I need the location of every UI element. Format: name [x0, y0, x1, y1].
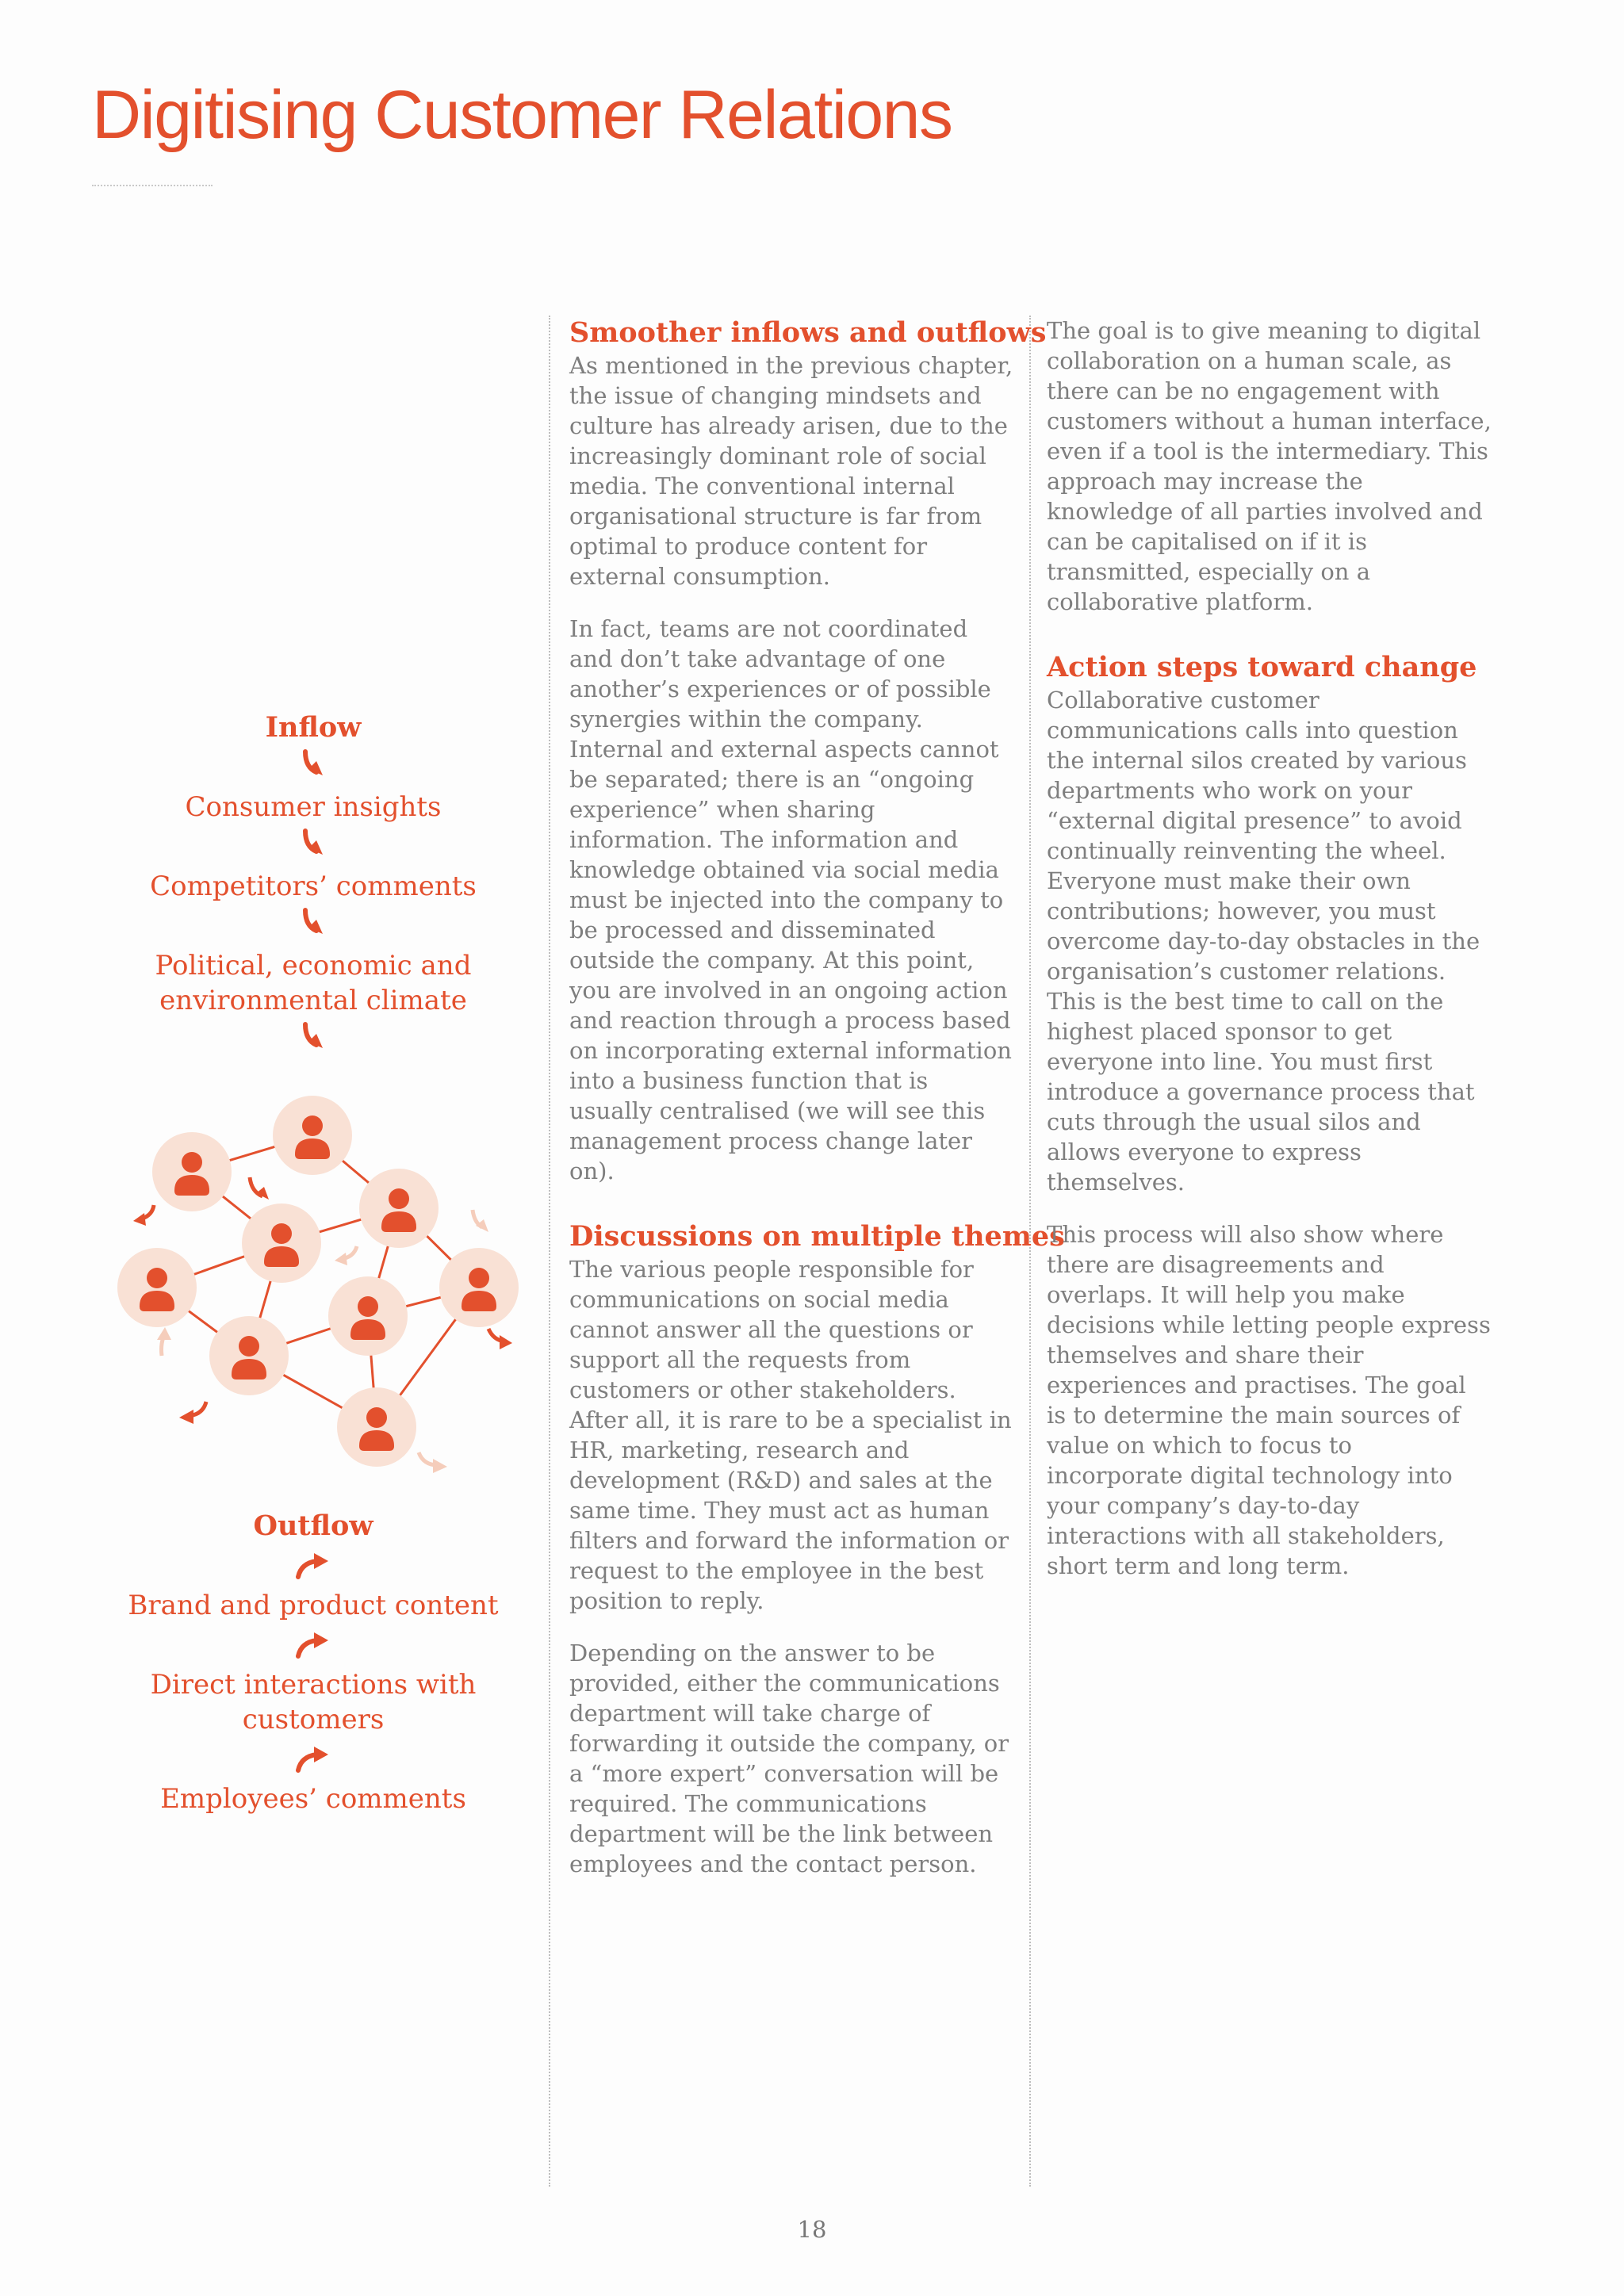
body-paragraph: In fact, teams are not coordinated and don’t take advantage of one another’s experiences or of possible synergies within the company. Internal and external aspects cannot be separated; there is an “ongoing experience” when sharing information. The information and knowledge obtained via social media must be injected into the company to be processed and disseminated outside the company. At this point, you are involved in an ongoing action and reaction through a process based on incorporating external information into a business function that is usually centralised (we will see this management process change later on). [569, 615, 1012, 1184]
curved-arrow-icon [488, 1329, 512, 1349]
curved-right-arrow-icon [87, 1544, 539, 1588]
outflow-heading: Outflow [253, 1510, 373, 1542]
title-underline [92, 185, 213, 186]
outflow-item: Employees’ comments [160, 1783, 466, 1815]
body-paragraph: Collaborative customer communications calls into question the internal silos created by various departments who work on your “external digital presence” to avoid continually reinventing the wheel. Everyone must make their own contributions; however, you must overcome day-to-day obstacles in the organisation’s customer relations. This is the best time to call on the highest placed sponsor to get everyone into line. You must first introduce a governance process that cuts through the usual silos and allows everyone to express themselves. [1047, 687, 1480, 1196]
section-heading: Discussions on multiple themes [569, 1220, 1065, 1253]
curved-arrow-icon [419, 1452, 447, 1473]
person-node [117, 1248, 197, 1327]
outflow-item: Direct interactions with customers [150, 1669, 477, 1735]
person-node [359, 1169, 439, 1248]
section-heading: Smoother inflows and outflows [569, 316, 1047, 349]
body-paragraph: The various people responsible for communications on social media cannot answer all the questions or support all the requests from customers or other stakeholders. After all, it is rare to be a specialist in HR, marketing, research and development (R&D) and sales at the same time. They must act as human filters and forward the information or request to the employee in the best position to reply. [569, 1256, 1012, 1614]
body-paragraph: This process will also show where there are disagreements and overlaps. It will help you make decisions while letting people express themselves and share their experiences and practises. The goal is to determine the main sources of value on which to focus to incorporate digital technology into your company’s day-to-day interactions with all stakeholders, short term and long term. [1047, 1221, 1491, 1579]
column-divider [549, 316, 550, 2187]
down-arrow-icon [87, 904, 539, 948]
curved-arrow-icon [157, 1327, 171, 1356]
person-node [337, 1387, 416, 1467]
person-node [439, 1248, 519, 1327]
curved-arrow-icon [133, 1205, 154, 1226]
inflow-item: Political, economic and [155, 950, 472, 982]
person-node [152, 1132, 232, 1211]
curved-right-arrow-icon [87, 1737, 539, 1781]
body-paragraph: As mentioned in the previous chapter, the issue of changing mindsets and culture has already arisen, due to the increasingly dominant role of social media. The conventional internal organisational structure is far from optimal to produce content for external consumption. [569, 352, 1013, 590]
person-node [209, 1316, 289, 1395]
curved-arrow-icon [179, 1402, 206, 1424]
down-arrow-icon [87, 745, 539, 790]
network-diagram [103, 1078, 531, 1490]
inflow-item: environmental climate [159, 985, 467, 1016]
inflow-item: Consumer insights [185, 791, 442, 823]
inflow-item: Competitors’ comments [150, 871, 477, 902]
down-arrow-icon [87, 825, 539, 869]
outflow-item: Brand and product content [128, 1590, 499, 1621]
text-column-2 [1047, 316, 1492, 1603]
page-title: Digitising Customer Relations [92, 77, 952, 153]
person-node [242, 1203, 321, 1283]
person-node [273, 1096, 352, 1175]
curved-arrow-icon [473, 1210, 488, 1232]
body-paragraph: The goal is to give meaning to digital collaboration on a human scale, as there can be no engagement with customers without a human interface, even if a tool is the intermediary. This approach may increase the knowledge of all parties involved and can be capitalised on if it is transmitted, especially on a collaborative platform. [1047, 317, 1492, 615]
curved-arrow-icon [335, 1246, 357, 1265]
curved-right-arrow-icon [87, 1623, 539, 1667]
page-number: 18 [797, 2216, 827, 2243]
body-paragraph: Depending on the answer to be provided, either the communications department will take charge of forwarding it outside the company, or a “more expert” conversation will be required. The communications department will be the link between employees and the contact person. [569, 1640, 1009, 1877]
outflow-list [87, 1509, 539, 1816]
section-heading: Action steps toward change [1047, 651, 1477, 683]
inflow-heading: Inflow [265, 711, 362, 744]
person-node [328, 1276, 408, 1356]
down-arrow-icon [87, 1018, 539, 1062]
inflow-list [87, 710, 539, 1062]
text-column-1 [569, 316, 1065, 1901]
curved-arrow-icon [250, 1177, 269, 1200]
